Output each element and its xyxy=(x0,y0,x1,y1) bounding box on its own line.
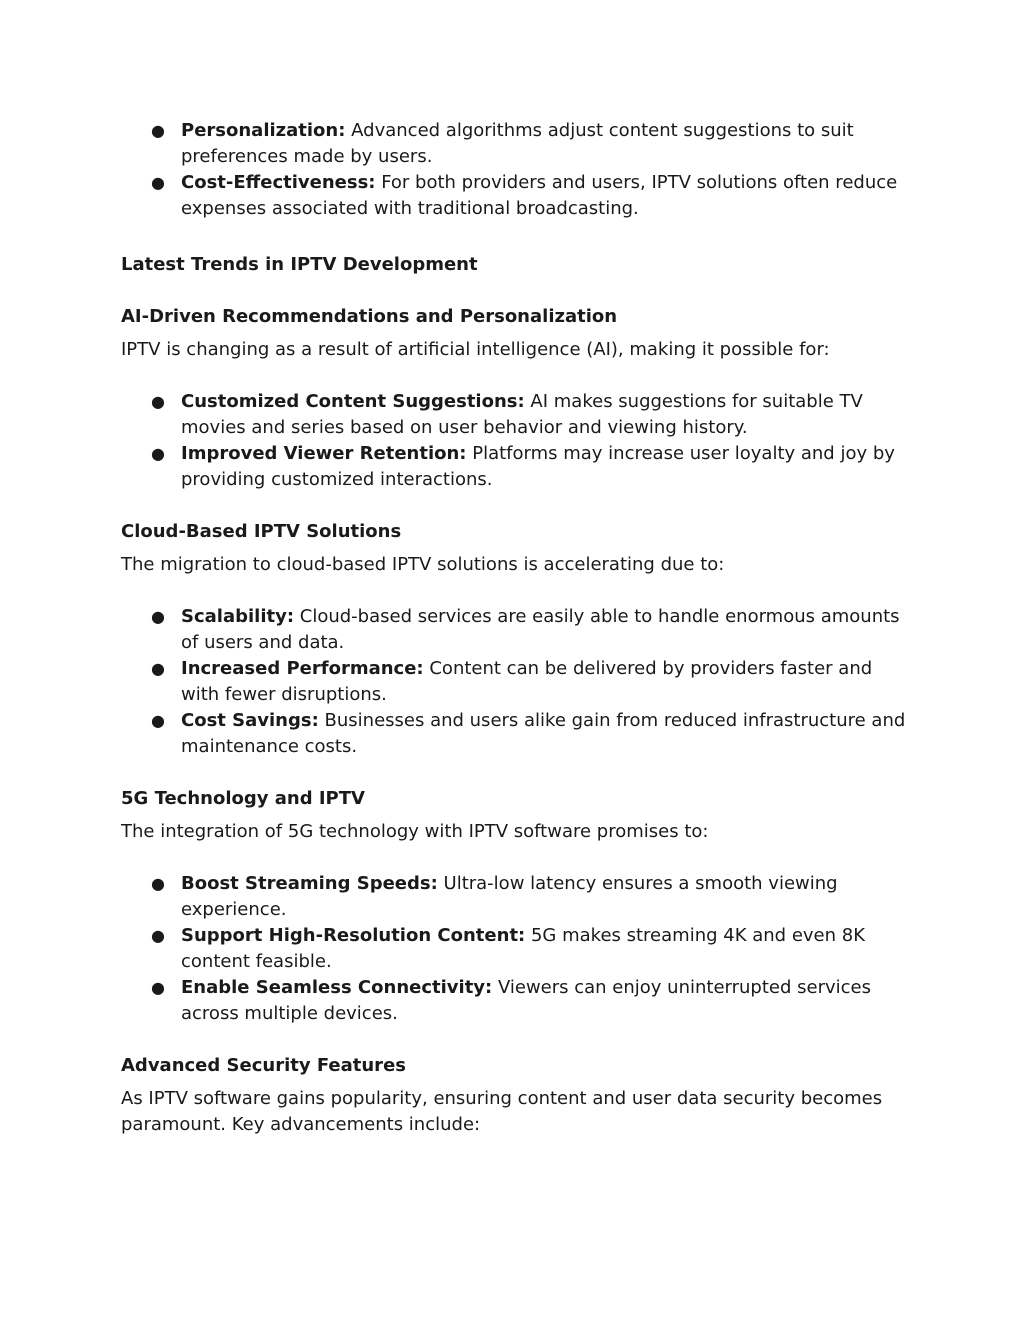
list-item xyxy=(121,871,911,923)
bullet-term: Scalability: xyxy=(181,606,295,627)
bullet-icon: ● xyxy=(151,444,165,463)
section-bullet-list xyxy=(121,871,911,1027)
bullet-term: Increased Performance: xyxy=(181,658,424,679)
bullet-text: Businesses and users alike gain from reduced infrastructure and maintenance costs. xyxy=(181,710,906,757)
section-bullet-list xyxy=(121,389,911,493)
bullet-icon: ● xyxy=(151,711,165,730)
bullet-term: Cost-Effectiveness: xyxy=(181,172,376,193)
bullet-text: Cloud-based services are easily able to handle enormous amounts of users and data. xyxy=(181,606,900,653)
bullet-icon: ● xyxy=(151,607,165,626)
bullet-text: Advanced algorithms adjust content suggestions to suit preferences made by users. xyxy=(181,120,854,167)
bullet-icon: ● xyxy=(151,659,165,678)
bullet-icon: ● xyxy=(151,392,165,411)
list-item xyxy=(121,708,911,760)
bullet-text: 5G makes streaming 4K and even 8K content feasible. xyxy=(181,925,865,972)
list-item xyxy=(121,389,911,441)
bullet-term: Customized Content Suggestions: xyxy=(181,391,525,412)
list-item xyxy=(121,441,911,493)
bullet-icon: ● xyxy=(151,121,165,140)
section-heading: AI-Driven Recommendations and Personalization xyxy=(121,306,618,327)
intro-bullet-list xyxy=(121,118,911,222)
bullet-icon: ● xyxy=(151,978,165,997)
section-intro: The migration to cloud-based IPTV solutions is accelerating due to: xyxy=(121,554,725,575)
list-item xyxy=(121,975,911,1027)
bullet-term: Cost Savings: xyxy=(181,710,319,731)
bullet-icon: ● xyxy=(151,926,165,945)
bullet-term: Boost Streaming Speeds: xyxy=(181,873,438,894)
main-heading: Latest Trends in IPTV Development xyxy=(121,254,478,275)
bullet-text: Ultra-low latency ensures a smooth viewing experience. xyxy=(181,873,838,920)
section-intro: IPTV is changing as a result of artificial intelligence (AI), making it possible for: xyxy=(121,339,830,360)
section-heading: Cloud-Based IPTV Solutions xyxy=(121,521,402,542)
bullet-text: Platforms may increase user loyalty and joy by providing customized interactions. xyxy=(181,443,895,490)
bullet-icon: ● xyxy=(151,173,165,192)
bullet-text: Viewers can enjoy uninterrupted services across multiple devices. xyxy=(181,977,871,1024)
bullet-term: Support High-Resolution Content: xyxy=(181,925,526,946)
section-heading: 5G Technology and IPTV xyxy=(121,788,365,809)
bullet-text: For both providers and users, IPTV solutions often reduce expenses associated with traditional broadcasting. xyxy=(181,172,898,219)
list-item xyxy=(121,923,911,975)
bullet-text: AI makes suggestions for suitable TV movies and series based on user behavior and viewing history. xyxy=(181,391,863,438)
bullet-icon: ● xyxy=(151,874,165,893)
bullet-term: Personalization: xyxy=(181,120,346,141)
section-bullet-list xyxy=(121,604,911,760)
section-intro: As IPTV software gains popularity, ensuring content and user data security becomes paramount. Key advancements include: xyxy=(121,1088,883,1135)
list-item xyxy=(121,604,911,656)
section-intro: The integration of 5G technology with IPTV software promises to: xyxy=(121,821,709,842)
bullet-term: Enable Seamless Connectivity: xyxy=(181,977,493,998)
list-item xyxy=(121,170,911,222)
document-page xyxy=(121,118,911,1138)
bullet-text: Content can be delivered by providers faster and with fewer disruptions. xyxy=(181,658,873,705)
list-item xyxy=(121,118,911,170)
list-item xyxy=(121,656,911,708)
bullet-term: Improved Viewer Retention: xyxy=(181,443,467,464)
section-heading: Advanced Security Features xyxy=(121,1055,406,1076)
